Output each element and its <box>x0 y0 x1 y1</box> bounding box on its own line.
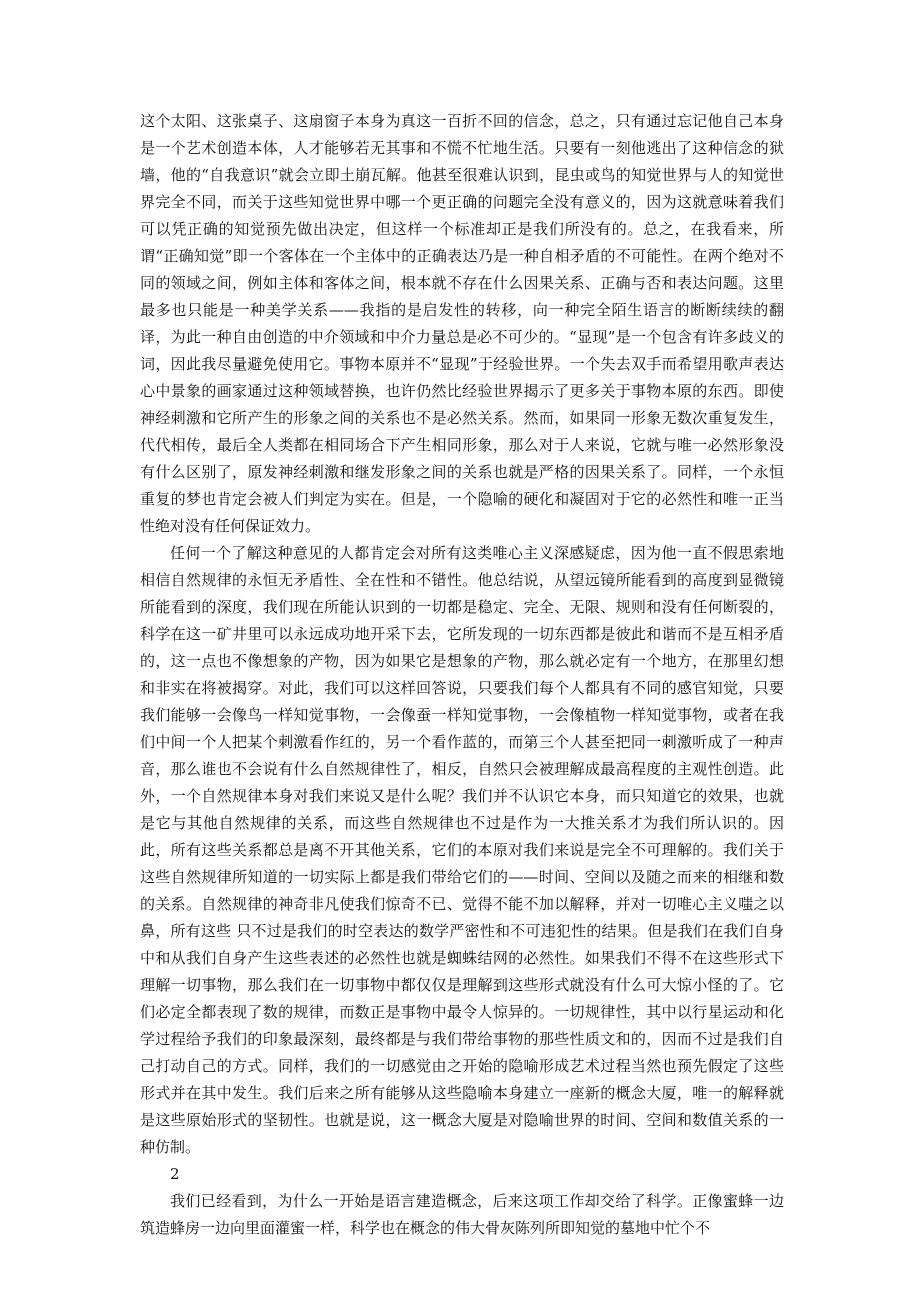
paragraph-natural-law: 任何一个了解这种意见的人都肯定会对所有这类唯心主义深感疑虑，因为他一直不假思索地相信自然规律的永恒无矛盾性、全在性和不错性。他总结说，从望远镜所能看到的高度到显微镜所能看到的深度，我们现在所能认识到的一切都是稳定、完全、无限、规则和没有任何断裂的，科学在这一矿井里可以永远成功地开采下去，它所发现的一切东西都是彼此和谐而不是互相矛盾的，这一点也不像想象的产物，因为如果它是想象的产物，那么就必定有一个地方，在那里幻想和非实在将被揭穿。对此，我们可以这样回答说，只要我们每个人都具有不同的感官知觉，只要我们能够一会像鸟一样知觉事物，一会像蚕一样知觉事物，一会像植物一样知觉事物，或者在我们中间一个人把某个刺激看作红的，另一个看作蓝的，而第三个人甚至把同一刺激听成了一种声音，那么谁也不会说有什么自然规律性了，相反，自然只会被理解成最高程度的主观性创造。此外，一个自然规律本身对我们来说又是什么呢？我们并不认识它本身，而只知道它的效果，也就是它与其他自然规律的关系，而这些自然规律也不过是作为一大推关系才为我们所认识的。因此，所有这些关系都总是离不开其他关系，它们的本原对我们来说是完全不可理解的。我们关于这些自然规律所知道的一切实际上都是我们带给它们的——时间、空间以及随之而来的相继和数的关系。自然规律的神奇非凡使我们惊奇不已、觉得不能不加以解释，并对一切唯心主义嗤之以鼻，所有这些 只不过是我们的时空表达的数学严密性和不可违犯性的结果。但是我们在我们自身中和从我们自身产生这些表述的必然性也就是蜘蛛结网的必然性。如果我们不得不在这些形式下理解一切事物，那么我们在一切事物中都仅仅是理解到这些形式就没有什么可大惊小怪的了。它们必定全都表现了数的规律，而数正是事物中最令人惊异的。一切规律性，其中以行星运动和化学过程给予我们的印象最深刻，最终都是与我们带给事物的那些性质文和的，因而不过是我们自己打动自己的方式。同样，我们的一切感觉由之开始的隐喻形成艺术过程当然也预先假定了这些形式并在其中发生。我们后来之所有能够从这些隐喻本身建立一座新的概念大厦，唯一的解释就是这些原始形式的坚韧性。也就是说，这一概念大厦是对隐喻世界的时间、空间和数值关系的一种仿制。 <box>140 544 784 1156</box>
paragraph-perception: 这个太阳、这张桌子、这扇窗子本身为真这一百折不回的信念，总之，只有通过忘记他自己本身是一个艺术创造本体，人才能够若无其事和不慌不忙地生活。只要有一刻他逃出了这种信念的狱墙，他的“自我意识”就会立即土崩瓦解。他甚至很难认识到，昆虫或鸟的知觉世界与人的知觉世界完全不同，而关于这些知觉世界中哪一个更正确的问题完全没有意义的，因为这就意味着我们可以凭正确的知觉预先做出决定，但这样一个标准却正是我们所没有的。总之，在我看来，所谓“正确知觉”即一个客体在一个主体中的正确表达乃是一种自相矛盾的不可能性。在两个绝对不同的领域之间，例如主体和客体之间，根本就不存在什么因果关系、正确与否和表达问题。这里最多也只能是一种美学关系——我指的是启发性的转移，向一种完全陌生语言的断断续续的翻译，为此一种自由创造的中介领域和中介力量总是必不可少的。“显现”是一个包含有许多歧义的词，因此我尽量避免使用它。事物本原并不“显现”于经验世界。一个失去双手而希望用歌声表达心中景象的画家通过这种领域替换，也许仍然比经验世界揭示了更多关于事物本原的东西。即使神经刺激和它所产生的形象之间的关系也不是必然关系。然而，如果同一形象无数次重复发生，代代相传，最后全人类都在相同场合下产生相同形象，那么对于人来说，它就与唯一必然形象没有什么区别了，原发神经刺激和继发形象之间的关系也就是严格的因果关系了。同样，一个永恒重复的梦也肯定会被人们判定为实在。但是，一个隐喻的硬化和凝固对于它的必然性和唯一正当性绝对没有任何保证效力。 <box>140 112 784 535</box>
paragraph-language-science: 我们已经看到，为什么一开始是语言建造概念，后来这项工作却交给了科学。正像蜜蜂一边筑造蜂房一边向里面灌蜜一样，科学也在概念的伟大骨灰陈列所即知觉的墓地中忙个不 <box>140 1192 784 1237</box>
section-number: 2 <box>170 1165 180 1183</box>
document-page <box>140 108 784 1242</box>
